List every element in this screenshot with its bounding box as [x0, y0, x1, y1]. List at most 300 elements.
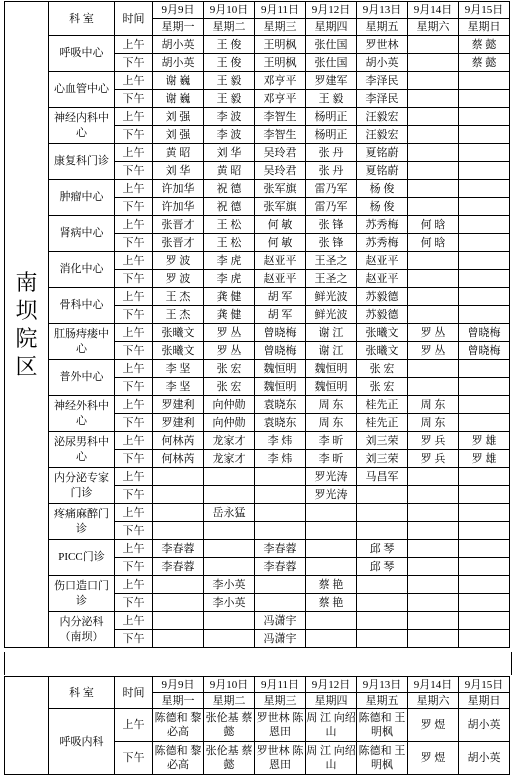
dept-name: 骨科中心	[49, 288, 115, 324]
time-slot: 上午	[115, 216, 153, 234]
doctor-cell: 周 东	[408, 414, 459, 432]
doctor-cell: 龙家才	[204, 450, 255, 468]
doctor-cell: 张曦文	[153, 342, 204, 360]
doctor-cell: 张 宏	[204, 378, 255, 396]
doctor-cell	[459, 126, 510, 144]
doctor-cell: 祝 德	[204, 198, 255, 216]
doctor-cell: 王 俊	[204, 54, 255, 72]
doctor-cell	[408, 468, 459, 486]
doctor-cell: 张军旗	[255, 198, 306, 216]
doctor-cell: 曾晓梅	[459, 342, 510, 360]
time-slot: 下午	[115, 630, 153, 648]
doctor-cell: 李 炜	[255, 432, 306, 450]
time-slot: 上午	[115, 576, 153, 594]
doctor-cell: 李春蓉	[255, 540, 306, 558]
doctor-cell: 邱 琴	[357, 540, 408, 558]
doctor-cell: 张曦文	[357, 342, 408, 360]
doctor-cell: 赵亚平	[255, 270, 306, 288]
doctor-cell: 罗 丛	[408, 342, 459, 360]
doctor-cell: 刘三荣	[357, 432, 408, 450]
doctor-cell	[408, 180, 459, 198]
doctor-cell: 王圣之	[306, 270, 357, 288]
date-header: 9月11日	[255, 2, 306, 19]
doctor-cell: 张仕国	[306, 36, 357, 54]
doctor-cell: 赵亚平	[357, 252, 408, 270]
doctor-cell: 何 晗	[408, 234, 459, 252]
date-header: 9月14日	[408, 2, 459, 19]
doctor-cell: 赵亚平	[255, 252, 306, 270]
weekday-header: 星期一	[153, 19, 204, 36]
doctor-cell	[459, 144, 510, 162]
table-row	[5, 576, 510, 594]
doctor-cell	[357, 504, 408, 522]
doctor-cell	[153, 504, 204, 522]
doctor-cell: 雷乃军	[306, 180, 357, 198]
doctor-cell: 王圣之	[306, 252, 357, 270]
table-row	[5, 504, 510, 522]
doctor-cell: 何林芮	[153, 432, 204, 450]
doctor-cell: 周 东	[306, 396, 357, 414]
doctor-cell: 谢 巍	[153, 72, 204, 90]
table-row	[5, 252, 510, 270]
doctor-cell: 罗 兵	[408, 432, 459, 450]
doctor-cell	[459, 198, 510, 216]
dept-name: 呼吸中心	[49, 36, 115, 72]
doctor-cell: 李 坚	[153, 360, 204, 378]
doctor-cell: 王 松	[204, 234, 255, 252]
doctor-cell: 马昌军	[357, 468, 408, 486]
doctor-cell: 胡 军	[255, 288, 306, 306]
doctor-cell: 胡小英	[153, 54, 204, 72]
time-header: 时间	[115, 2, 153, 36]
date-header: 9月10日	[204, 677, 255, 693]
doctor-cell: 何 敏	[255, 234, 306, 252]
doctor-cell	[153, 630, 204, 648]
weekday-header: 星期三	[255, 19, 306, 36]
doctor-cell: 罗 煜	[408, 742, 459, 775]
doctor-cell: 刘三荣	[357, 450, 408, 468]
table-row	[5, 324, 510, 342]
dept-name: 神经外科中心	[49, 396, 115, 432]
doctor-cell	[459, 612, 510, 630]
weekday-header: 星期三	[255, 693, 306, 709]
doctor-cell	[153, 486, 204, 504]
doctor-cell	[408, 594, 459, 612]
table-row	[5, 144, 510, 162]
doctor-cell: 桂先正	[357, 414, 408, 432]
doctor-cell: 何 敏	[255, 216, 306, 234]
doctor-cell: 张 丹	[306, 162, 357, 180]
doctor-cell	[459, 252, 510, 270]
doctor-cell	[459, 108, 510, 126]
dept-name: 泌尿男科中心	[49, 432, 115, 468]
table-row	[5, 36, 510, 54]
doctor-cell: 罗 丛	[204, 342, 255, 360]
doctor-cell: 张 丹	[306, 144, 357, 162]
doctor-cell	[204, 540, 255, 558]
doctor-cell	[153, 576, 204, 594]
doctor-cell: 李春蓉	[255, 558, 306, 576]
doctor-cell	[459, 540, 510, 558]
doctor-cell: 刘 华	[204, 144, 255, 162]
dept-header: 科 室	[49, 2, 115, 36]
dept-name: 肛肠痔瘘中心	[49, 324, 115, 360]
table-row	[5, 72, 510, 90]
weekday-header: 星期四	[306, 19, 357, 36]
doctor-cell: 邓亨平	[255, 72, 306, 90]
time-slot: 下午	[115, 378, 153, 396]
doctor-cell: 李泽民	[357, 72, 408, 90]
doctor-cell: 岳永猛	[204, 504, 255, 522]
doctor-cell	[204, 558, 255, 576]
table-row	[5, 216, 510, 234]
doctor-cell	[459, 396, 510, 414]
doctor-cell: 苏毅德	[357, 306, 408, 324]
doctor-cell: 罗世林 陈恩田	[255, 742, 306, 775]
doctor-cell: 陈德和 黎必高	[153, 709, 204, 742]
doctor-cell: 张军旗	[255, 180, 306, 198]
doctor-cell: 张 锋	[306, 234, 357, 252]
date-header: 9月15日	[459, 677, 510, 693]
doctor-cell: 张曦文	[357, 324, 408, 342]
doctor-cell	[408, 270, 459, 288]
doctor-cell	[459, 270, 510, 288]
doctor-cell: 祝 德	[204, 180, 255, 198]
date-header: 9月14日	[408, 677, 459, 693]
doctor-cell: 杨 俊	[357, 180, 408, 198]
doctor-cell	[459, 378, 510, 396]
doctor-cell	[408, 630, 459, 648]
doctor-cell: 曾晓梅	[255, 324, 306, 342]
doctor-cell: 龚 健	[204, 288, 255, 306]
dept-name: PICC门诊	[49, 540, 115, 576]
campus-cell: 南坝院区	[5, 2, 49, 648]
dept-name: 内分泌科（南坝）	[49, 612, 115, 648]
time-slot: 下午	[115, 306, 153, 324]
doctor-cell: 罗建利	[153, 414, 204, 432]
doctor-cell: 罗 丛	[204, 324, 255, 342]
time-slot: 下午	[115, 486, 153, 504]
doctor-cell: 罗世林	[357, 36, 408, 54]
dept-name: 普外中心	[49, 360, 115, 396]
doctor-cell	[204, 612, 255, 630]
time-header: 时间	[115, 677, 153, 709]
doctor-cell: 王 毅	[204, 72, 255, 90]
doctor-cell	[459, 162, 510, 180]
doctor-cell: 王 杰	[153, 306, 204, 324]
doctor-cell: 王 杰	[153, 288, 204, 306]
doctor-cell	[459, 306, 510, 324]
dept-header: 科 室	[49, 677, 115, 709]
doctor-cell	[255, 468, 306, 486]
doctor-cell: 胡小英	[357, 54, 408, 72]
doctor-cell	[459, 216, 510, 234]
doctor-cell: 张曦文	[153, 324, 204, 342]
time-slot: 下午	[115, 414, 153, 432]
doctor-cell: 龚 健	[204, 306, 255, 324]
date-header: 9月12日	[306, 677, 357, 693]
doctor-cell	[459, 576, 510, 594]
time-slot: 下午	[115, 126, 153, 144]
time-slot: 上午	[115, 36, 153, 54]
doctor-cell	[357, 486, 408, 504]
doctor-cell: 魏恒明	[306, 378, 357, 396]
doctor-cell	[459, 630, 510, 648]
time-slot: 上午	[115, 288, 153, 306]
doctor-cell	[204, 486, 255, 504]
doctor-cell: 罗 波	[153, 270, 204, 288]
doctor-cell: 鲜光波	[306, 288, 357, 306]
doctor-cell: 张晋才	[153, 234, 204, 252]
doctor-cell: 李 坚	[153, 378, 204, 396]
doctor-cell	[408, 378, 459, 396]
doctor-cell: 张 锋	[306, 216, 357, 234]
doctor-cell: 谢 江	[306, 324, 357, 342]
doctor-cell	[255, 594, 306, 612]
weekday-header: 星期二	[204, 19, 255, 36]
doctor-cell	[306, 540, 357, 558]
doctor-cell: 杨明正	[306, 126, 357, 144]
doctor-cell: 邓亨平	[255, 90, 306, 108]
doctor-cell: 何林芮	[153, 450, 204, 468]
weekday-header: 星期日	[459, 693, 510, 709]
doctor-cell: 谢 巍	[153, 90, 204, 108]
doctor-cell	[306, 612, 357, 630]
doctor-cell: 罗建利	[153, 396, 204, 414]
doctor-cell	[459, 504, 510, 522]
doctor-cell: 罗 丛	[408, 324, 459, 342]
time-slot: 下午	[115, 198, 153, 216]
doctor-cell: 黄 昭	[204, 162, 255, 180]
doctor-cell	[408, 558, 459, 576]
time-slot: 下午	[115, 594, 153, 612]
doctor-cell: 杨 俊	[357, 198, 408, 216]
time-slot: 上午	[115, 432, 153, 450]
doctor-cell: 周 东	[408, 396, 459, 414]
time-slot: 下午	[115, 450, 153, 468]
doctor-cell	[204, 468, 255, 486]
doctor-cell	[153, 522, 204, 540]
weekday-header: 星期一	[153, 693, 204, 709]
doctor-cell: 夏铭蔚	[357, 162, 408, 180]
time-slot: 下午	[115, 54, 153, 72]
time-slot: 下午	[115, 742, 153, 775]
doctor-cell	[408, 522, 459, 540]
doctor-cell: 许加华	[153, 198, 204, 216]
doctor-cell: 李智生	[255, 108, 306, 126]
doctor-cell	[357, 522, 408, 540]
doctor-cell: 鲜光波	[306, 306, 357, 324]
doctor-cell: 张 宏	[357, 378, 408, 396]
doctor-cell	[306, 558, 357, 576]
time-slot: 上午	[115, 709, 153, 742]
doctor-cell: 李小英	[204, 576, 255, 594]
doctor-cell: 张伦基 蔡 懿	[204, 709, 255, 742]
doctor-cell: 罗光涛	[306, 468, 357, 486]
doctor-cell: 罗世林 陈恩田	[255, 709, 306, 742]
doctor-cell: 张 宏	[357, 360, 408, 378]
doctor-cell	[459, 360, 510, 378]
time-slot: 上午	[115, 360, 153, 378]
doctor-cell: 赵亚平	[357, 270, 408, 288]
date-header: 9月12日	[306, 2, 357, 19]
schedule-table-nanba	[4, 1, 510, 648]
doctor-cell	[357, 594, 408, 612]
doctor-cell: 胡小英	[459, 742, 510, 775]
doctor-cell	[408, 36, 459, 54]
time-slot: 上午	[115, 144, 153, 162]
doctor-cell: 李 虎	[204, 252, 255, 270]
doctor-cell: 蔡 艳	[306, 576, 357, 594]
doctor-cell: 魏恒明	[255, 378, 306, 396]
doctor-cell: 李春蓉	[153, 558, 204, 576]
doctor-cell	[306, 522, 357, 540]
weekday-header: 星期日	[459, 19, 510, 36]
doctor-cell: 李 昕	[306, 450, 357, 468]
doctor-cell: 苏秀梅	[357, 216, 408, 234]
doctor-cell	[408, 288, 459, 306]
table-row	[5, 108, 510, 126]
doctor-cell	[408, 612, 459, 630]
doctor-cell	[153, 612, 204, 630]
doctor-cell: 罗 雄	[459, 432, 510, 450]
doctor-cell: 向仲勋	[204, 396, 255, 414]
doctor-cell: 袁晓东	[255, 396, 306, 414]
doctor-cell	[255, 486, 306, 504]
doctor-cell: 蔡 艳	[306, 594, 357, 612]
time-slot: 上午	[115, 612, 153, 630]
doctor-cell	[408, 360, 459, 378]
table-row	[5, 360, 510, 378]
doctor-cell	[204, 630, 255, 648]
doctor-cell	[459, 234, 510, 252]
doctor-cell: 李 虎	[204, 270, 255, 288]
dept-name: 伤口造口门诊	[49, 576, 115, 612]
doctor-cell	[459, 594, 510, 612]
doctor-cell	[357, 576, 408, 594]
table-row	[5, 612, 510, 630]
doctor-cell: 王 松	[204, 216, 255, 234]
time-slot: 下午	[115, 90, 153, 108]
doctor-cell: 黄 昭	[153, 144, 204, 162]
doctor-cell	[408, 576, 459, 594]
doctor-cell: 王 俊	[204, 36, 255, 54]
doctor-cell: 刘 强	[153, 126, 204, 144]
date-header: 9月9日	[153, 2, 204, 19]
doctor-cell	[408, 504, 459, 522]
weekday-header: 星期六	[408, 19, 459, 36]
doctor-cell: 谢 江	[306, 342, 357, 360]
doctor-cell: 邱 琴	[357, 558, 408, 576]
time-slot: 下午	[115, 558, 153, 576]
doctor-cell: 罗建军	[306, 72, 357, 90]
weekday-header: 星期五	[357, 19, 408, 36]
doctor-cell: 曾晓梅	[459, 324, 510, 342]
time-slot: 上午	[115, 108, 153, 126]
table-row	[5, 396, 510, 414]
dept-name: 疼痛麻醉门诊	[49, 504, 115, 540]
doctor-cell: 何 晗	[408, 216, 459, 234]
date-header: 9月9日	[153, 677, 204, 693]
doctor-cell: 李 炜	[255, 450, 306, 468]
doctor-cell: 蔡 懿	[459, 54, 510, 72]
weekday-header: 星期五	[357, 693, 408, 709]
time-slot: 上午	[115, 540, 153, 558]
doctor-cell: 张晋才	[153, 216, 204, 234]
doctor-cell	[408, 486, 459, 504]
doctor-cell: 许加华	[153, 180, 204, 198]
doctor-cell: 李 昕	[306, 432, 357, 450]
doctor-cell	[459, 288, 510, 306]
doctor-cell: 罗 雄	[459, 450, 510, 468]
dept-name: 肿瘤中心	[49, 180, 115, 216]
doctor-cell	[306, 630, 357, 648]
doctor-cell	[459, 558, 510, 576]
dept-name: 消化中心	[49, 252, 115, 288]
doctor-cell: 向仲勋	[204, 414, 255, 432]
doctor-cell	[408, 144, 459, 162]
doctor-cell: 袁晓东	[255, 414, 306, 432]
time-slot: 上午	[115, 72, 153, 90]
doctor-cell: 刘 强	[153, 108, 204, 126]
doctor-cell: 苏毅德	[357, 288, 408, 306]
doctor-cell	[306, 504, 357, 522]
weekday-header: 星期四	[306, 693, 357, 709]
doctor-cell: 吴玲君	[255, 162, 306, 180]
doctor-cell	[255, 504, 306, 522]
date-header: 9月13日	[357, 2, 408, 19]
doctor-cell: 杨明正	[306, 108, 357, 126]
doctor-cell: 罗 波	[153, 252, 204, 270]
doctor-cell: 李小英	[204, 594, 255, 612]
dept-name: 内分泌专家门诊	[49, 468, 115, 504]
date-header: 9月15日	[459, 2, 510, 19]
doctor-cell: 雷乃军	[306, 198, 357, 216]
doctor-cell: 王明枫	[255, 36, 306, 54]
doctor-cell: 李 波	[204, 126, 255, 144]
doctor-cell: 夏铭蔚	[357, 144, 408, 162]
time-slot: 下午	[115, 522, 153, 540]
doctor-cell: 龙家才	[204, 432, 255, 450]
doctor-cell: 张 宏	[204, 360, 255, 378]
doctor-cell	[153, 594, 204, 612]
doctor-cell	[204, 522, 255, 540]
doctor-cell	[408, 108, 459, 126]
weekday-header: 星期二	[204, 693, 255, 709]
doctor-cell	[408, 90, 459, 108]
doctor-cell	[408, 252, 459, 270]
doctor-cell: 胡 军	[255, 306, 306, 324]
doctor-cell	[408, 126, 459, 144]
dept-name: 康复科门诊	[49, 144, 115, 180]
doctor-cell	[459, 414, 510, 432]
dept-name: 呼吸内科	[49, 709, 115, 775]
doctor-cell	[408, 162, 459, 180]
table-row	[5, 288, 510, 306]
doctor-cell	[357, 630, 408, 648]
time-slot: 下午	[115, 270, 153, 288]
doctor-cell: 魏恒明	[255, 360, 306, 378]
doctor-cell: 吴玲君	[255, 144, 306, 162]
campus-cell	[5, 677, 49, 775]
date-header: 9月11日	[255, 677, 306, 693]
doctor-cell	[408, 72, 459, 90]
doctor-cell: 李 波	[204, 108, 255, 126]
doctor-cell	[459, 522, 510, 540]
table-row	[5, 432, 510, 450]
doctor-cell: 胡小英	[153, 36, 204, 54]
dept-name: 肾病中心	[49, 216, 115, 252]
